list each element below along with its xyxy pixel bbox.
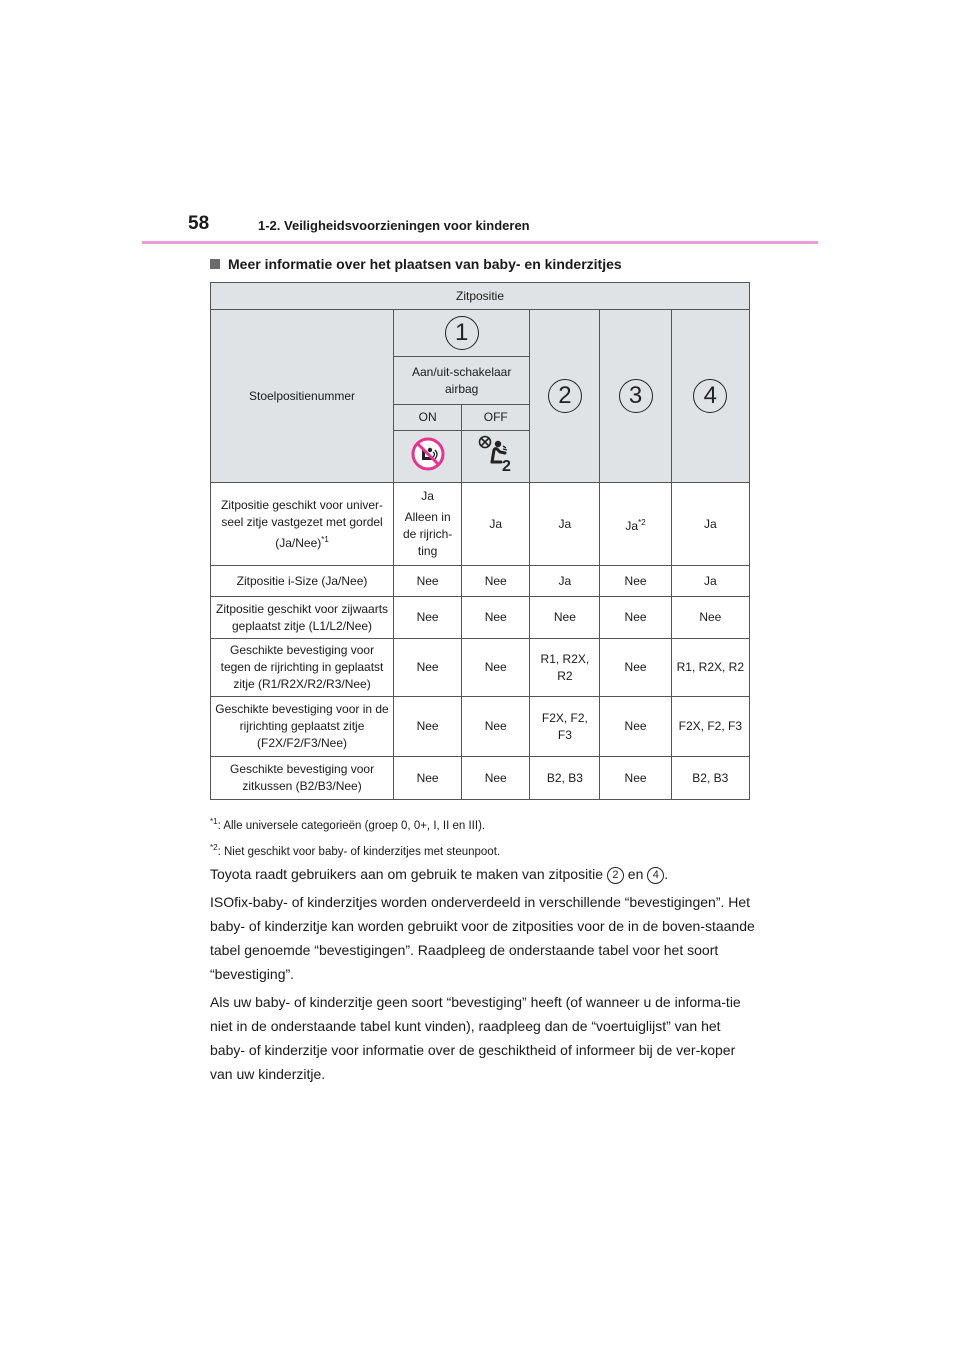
footnote-2: $^{*2}$: Niet geschikt voor baby- of kinderzitjes met steunpoot.	[210, 842, 501, 858]
position-2-small-icon: 2	[607, 867, 624, 884]
row-isize-on: Nee	[394, 566, 462, 597]
position-4-icon: 4	[693, 379, 727, 413]
row-sideways-p2: Nee	[530, 597, 600, 639]
row-isize-off: Nee	[462, 566, 530, 597]
row-sideways-p4: Nee	[671, 597, 749, 639]
subheading	[210, 256, 622, 272]
row-universal-label: Zitpositie geschikt voor univer-seel zitje vastgezet met gordel $(Ja/Nee)^{*1}$	[211, 483, 394, 566]
row-sideways-on: Nee	[394, 597, 462, 639]
body-paragraph-1: Toyota raadt gebruikers aan om gebruik te maken van zitpositie 2 en 4 .	[210, 866, 669, 882]
row-rearward-on: Nee	[394, 639, 462, 697]
row-forward-off: Nee	[462, 697, 530, 757]
position-1-icon: 1	[445, 316, 479, 350]
position-4-small-icon: 4	[647, 867, 664, 884]
svg-text:2: 2	[501, 458, 511, 474]
row-forward-p2: F2X, F2, F3	[530, 697, 600, 757]
body-paragraph-2: ISOfix-baby- of kinderzitjes worden onderverdeeld in verschillende “bevestigingen”. Het baby- of kinderzitje kan worden gebruikt voor de zitposities voor de in de boven-staande tabel genoemde “bevestigingen”. Raadpleeg de onderstaande tabel voor het soort “bevestiging”.	[210, 894, 755, 982]
header-position-3	[600, 310, 671, 483]
header-airbag-switch: Aan/uit-schakelaar airbag	[394, 357, 530, 405]
row-rearward-label: Geschikte bevestiging voor tegen de rijrichting in geplaatst zitje (R1/R2X/R2/R3/Nee)	[211, 639, 394, 697]
header-rule	[142, 241, 818, 244]
page-number: 58	[188, 213, 210, 234]
position-3-icon: 3	[619, 379, 653, 413]
header-zitpositie: Zitpositie	[211, 283, 750, 310]
row-universal-p3: Ja$^{*2}$	[600, 483, 671, 566]
row-forward-on: Nee	[394, 697, 462, 757]
airbag-off-icon	[476, 434, 516, 474]
row-sideways-off: Nee	[462, 597, 530, 639]
row-booster-p2: B2, B3	[530, 757, 600, 800]
row-universal-off: Ja	[462, 483, 530, 566]
row-booster-off: Nee	[462, 757, 530, 800]
airbag-off-cell	[462, 431, 530, 483]
row-sideways-p3: Nee	[600, 597, 671, 639]
header-position-4	[671, 310, 749, 483]
footnotes	[210, 811, 500, 863]
header-off: OFF	[462, 405, 530, 431]
row-universal-p4: Ja	[671, 483, 749, 566]
row-forward-label: Geschikte bevestiging voor in de rijrichting geplaatst zitje (F2X/F2/F3/Nee)	[211, 697, 394, 757]
row-isize-p3: Nee	[600, 566, 671, 597]
position-2-icon: 2	[548, 379, 582, 413]
row-forward-p4: F2X, F2, F3	[671, 697, 749, 757]
row-rearward-p2: R1, R2X, R2	[530, 639, 600, 697]
row-booster-p3: Nee	[600, 757, 671, 800]
row-isize-p2: Ja	[530, 566, 600, 597]
header-position-1	[394, 310, 530, 357]
airbag-on-cell	[394, 431, 462, 483]
row-booster-p4: B2, B3	[671, 757, 749, 800]
footnote-1: $^{*1}$: Alle universele categorieën (groep 0, 0+, I, II en III).	[210, 817, 486, 832]
row-forward-p3: Nee	[600, 697, 671, 757]
row-sideways-label: Zitpositie geschikt voor zijwaarts geplaatst zitje (L1/L2/Nee)	[211, 597, 394, 639]
row-universal-p2: Ja	[530, 483, 600, 566]
row-isize-p4: Ja	[671, 566, 749, 597]
row-universal-on: Ja Alleen in de rijrich-ting	[394, 483, 462, 566]
subheading-text: Meer informatie over het plaatsen van baby- en kinderzitjes	[228, 256, 622, 272]
row-rearward-p3: Nee	[600, 639, 671, 697]
row-rearward-off: Nee	[462, 639, 530, 697]
bullet-square-icon	[210, 259, 220, 269]
row-booster-label: Geschikte bevestiging voor zitkussen (B2/B3/Nee)	[211, 757, 394, 800]
row-isize-label: Zitpositie i-Size (Ja/Nee)	[211, 566, 394, 597]
row-rearward-p4: R1, R2X, R2	[671, 639, 749, 697]
body-paragraph-3: Als uw baby- of kinderzitje geen soort “bevestiging” heeft (of wanneer u de informa-tie niet in de onderstaande tabel kunt vinden), raadpleeg dan de “voertuiglijst” van het baby- of kinderzitje voor informatie over de geschiktheid of informeer bij de ver-koper van uw kinderzitje.	[210, 994, 741, 1082]
section-header: 1-2. Veiligheidsvoorzieningen voor kinderen	[258, 218, 530, 233]
seat-position-table	[210, 282, 750, 800]
header-stoelpositienummer: Stoelpositienummer	[211, 310, 394, 483]
header-on: ON	[394, 405, 462, 431]
body-text	[210, 862, 755, 1090]
row-booster-on: Nee	[394, 757, 462, 800]
no-rear-facing-seat-icon	[411, 437, 445, 471]
header-position-2	[530, 310, 600, 483]
